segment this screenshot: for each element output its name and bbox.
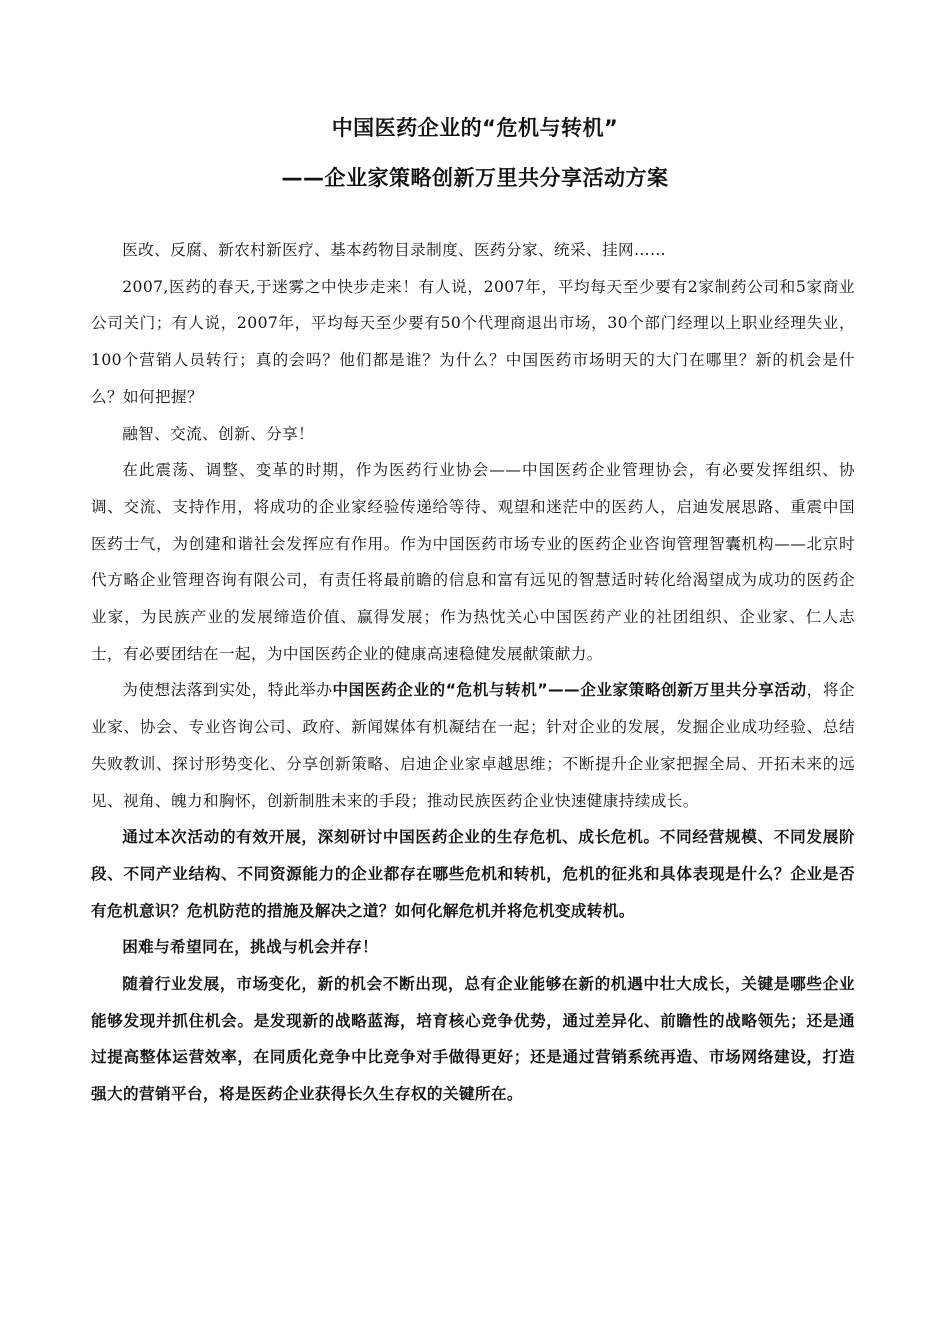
activity-purpose-lead: 为使想法落到实处，特此举办 xyxy=(122,681,333,700)
paragraph-activity-purpose xyxy=(91,672,855,819)
activity-purpose-rest: ，将企业家、协会、专业咨询公司、政府、新闻媒体有机凝结在一起；针对企业的发展，发掘企业成功经验、总结失败教训、探讨形势变化、分享创新策略、启迪企业家卓越思维；不断提升企业家把握全局、开拓未来的远见、视角、魄力和胸怀，创新制胜未来的手段；推动民族医药企业快速健康持续成长。 xyxy=(91,681,856,810)
document-subtitle: ——企业家策略创新万里共分享活动方案 xyxy=(281,166,669,190)
activity-name-bold: 中国医药企业的“危机与转机”——企业家策略创新万里共分享活动 xyxy=(332,681,807,700)
paragraph-opportunity: 随着行业发展，市场变化，新的机会不断出现，总有企业能够在新的机遇中壮大成长，关键是哪些企业能够发现并抓住机会。是发现新的战略蓝海，培育核心竞争优势，通过差异化、前瞻性的战略领先；还是通过提高整体运营效率，在同质化竞争中比竞争对手做得更好；还是通过营销系统再造、市场网络建设，打造强大的营销平台，将是医药企业获得长久生存权的关键所在。 xyxy=(91,975,855,1104)
document-title: 中国医药企业的“危机与转机” xyxy=(331,116,619,140)
paragraph-crisis-research: 通过本次活动的有效开展，深刻研讨中国医药企业的生存危机、成长危机。不同经营规模、不同发展阶段、不同产业结构、不同资源能力的企业都存在哪些危机和转机，危机的征兆和具体表现是什么？企业是否有危机意识？危机防范的措施及解决之道？如何化解危机并将危机变成转机。 xyxy=(91,828,855,920)
paragraph-challenge-slogan: 困难与希望同在，挑战与机会并存！ xyxy=(122,938,379,957)
paragraph-policy-list: 医改、反腐、新农村新医疗、基本药物目录制度、医药分家、统采、挂网…… xyxy=(122,241,666,259)
paragraph-slogan: 融智、交流、创新、分享！ xyxy=(122,424,315,443)
document-body xyxy=(91,232,855,1113)
paragraph-background: 在此震荡、调整、变革的时期，作为医药行业协会——中国医药企业管理协会，有必要发挥组织、协调、交流、支持作用，将成功的企业家经验传递给等待、观望和迷茫中的医药人，启迪发展思路、重震中国医药士气，为创建和谐社会发挥应有作用。作为中国医药市场专业的医药企业咨询管理智囊机构——北京时代方略企业管理咨询有限公司，有责任将最前瞻的信息和富有远见的智慧适时转化给渴望成为成功的医药企业家，为民族产业的发展缔造价值、赢得发展；作为热忱关心中国医药产业的社团组织、企业家、仁人志士，有必要团结在一起，为中国医药企业的健康高速稳健发展献策献力。 xyxy=(91,461,855,663)
paragraph-2007-outlook: 2007,医药的春天,于迷雾之中快步走来！有人说，2007年，平均每天至少要有2家制药公司和5家商业公司关门；有人说，2007年，平均每天至少要有50个代理商退出市场，30个部门经理以上职业经理失业，100个营销人员转行；真的会吗？他们都是谁？为什么？中国医药市场明天的大门在哪里？新的机会是什么？如何把握？ xyxy=(91,277,855,406)
